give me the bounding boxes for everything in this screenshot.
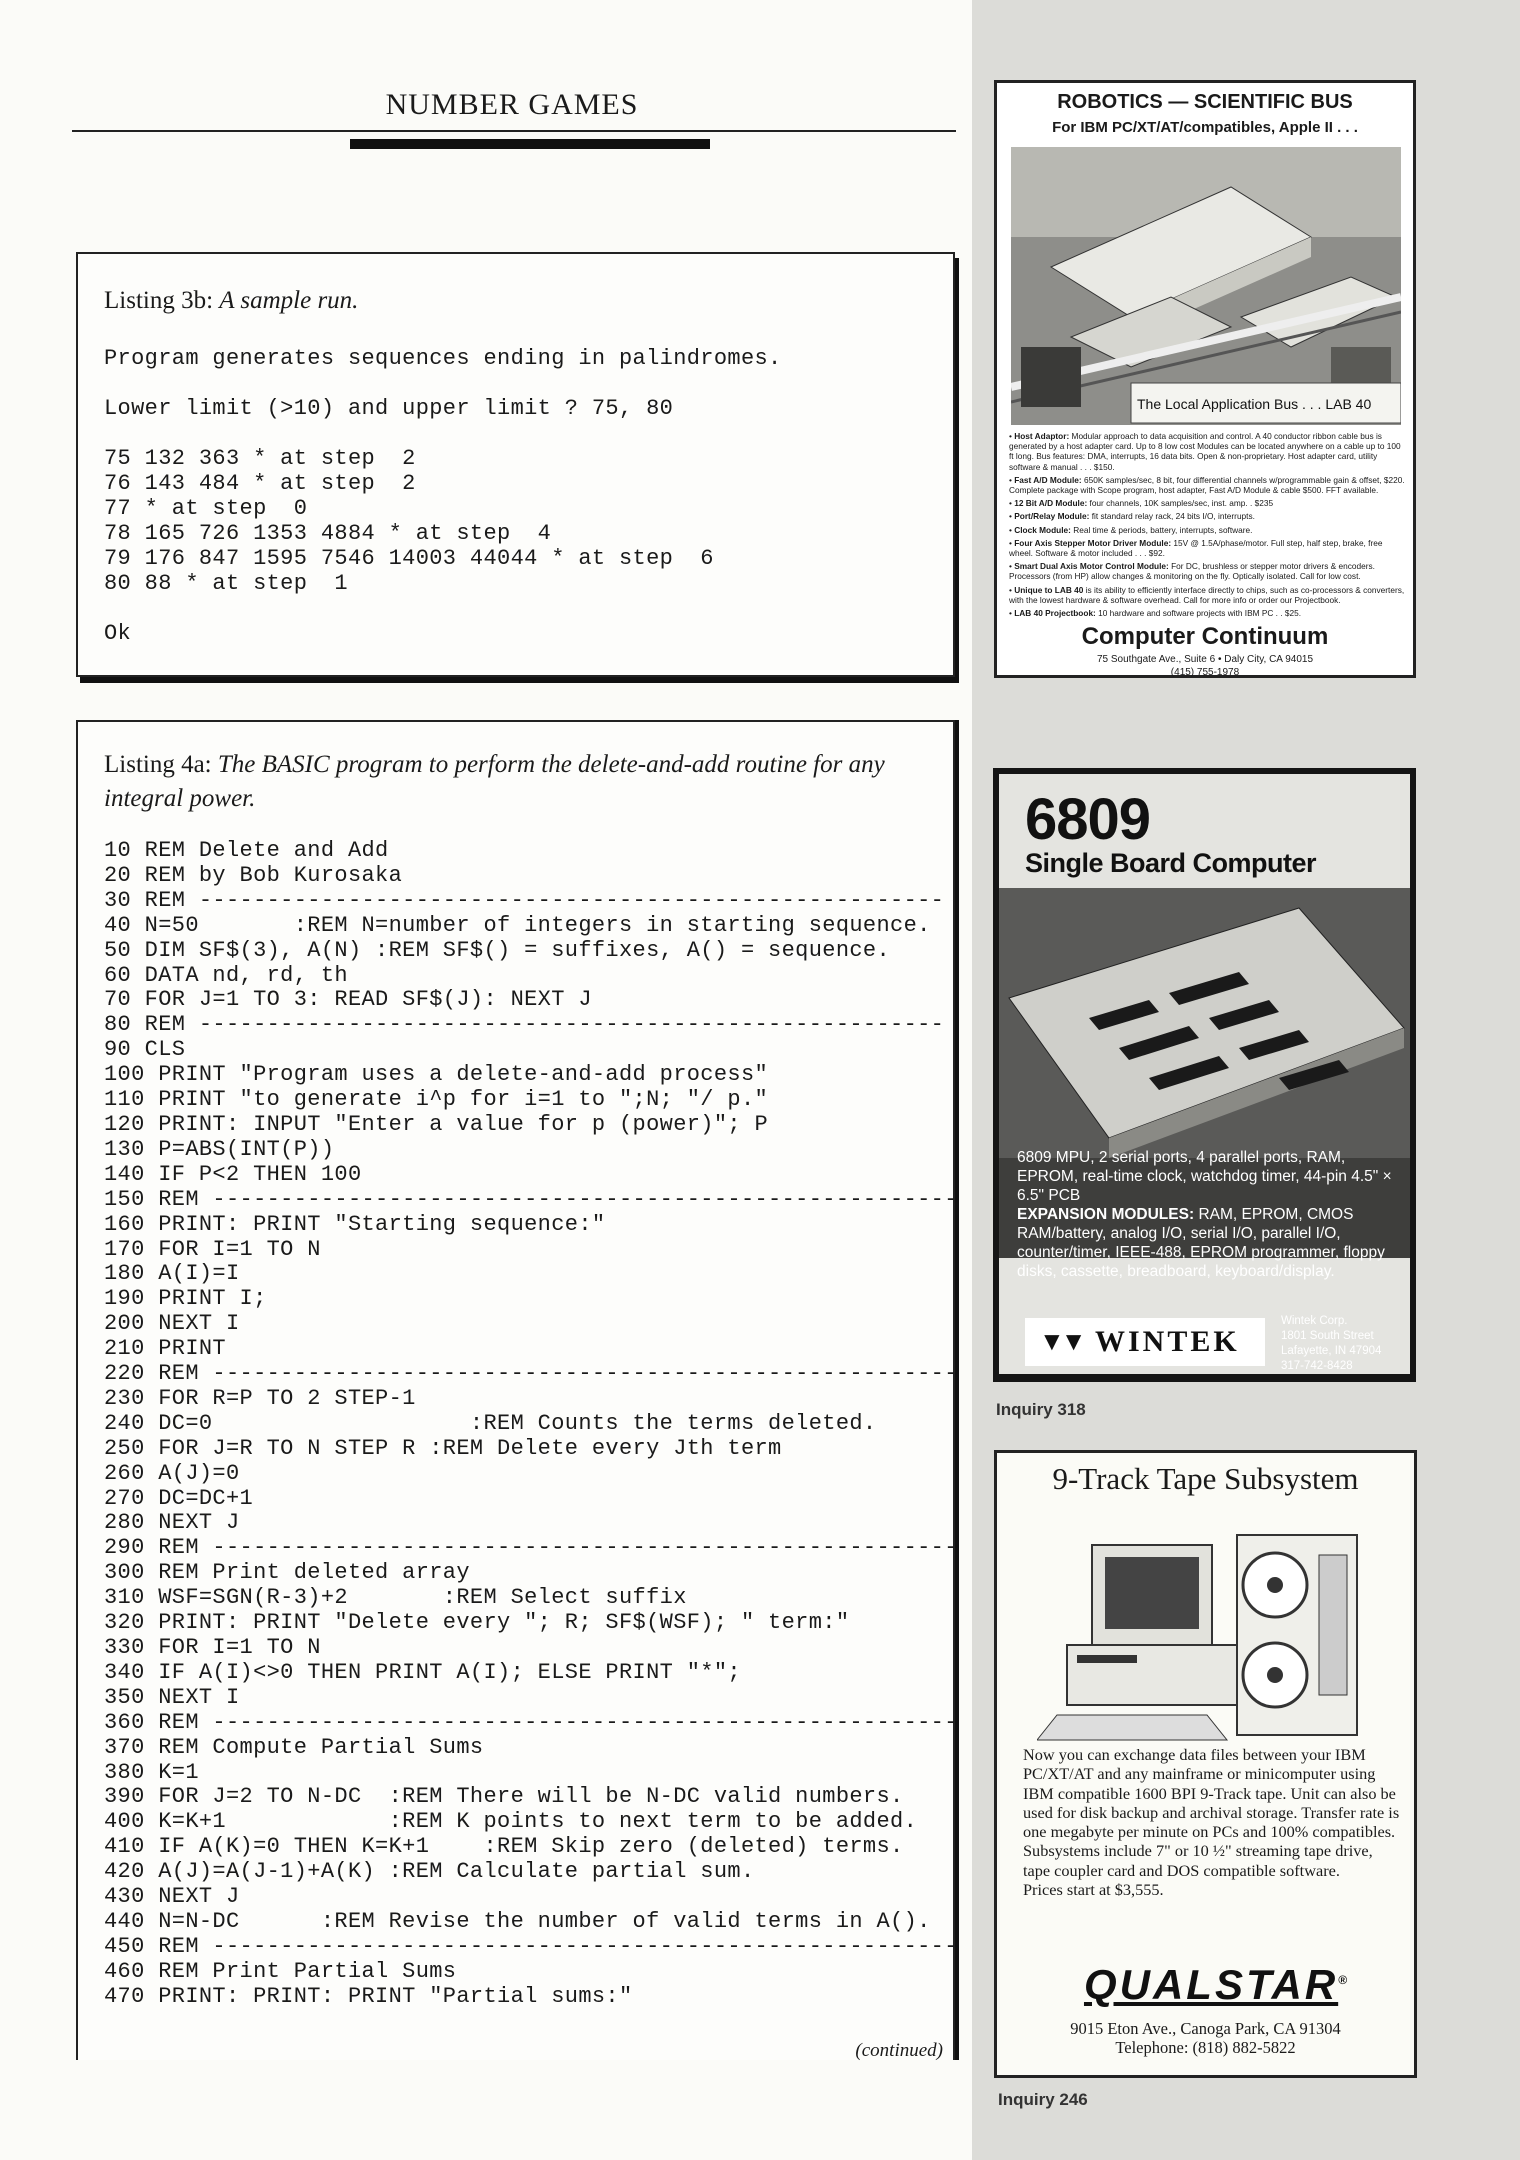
robotics-ad	[994, 80, 1416, 678]
robotics-address	[997, 653, 1413, 679]
feature-item: • Fast A/D Module: 650K samples/sec, 8 bit, four differential channels w/programmable gain & offset, $220. Complete package with Scope program, host adapter, Fast A/D Module & cable $500. FFT available.	[1009, 474, 1405, 496]
wintek-logo	[1025, 1318, 1265, 1366]
feature-item: • Four Axis Stepper Motor Driver Module: 15V @ 1.5A/phase/motor. Full step, half step, brake, free wheel. Software & motor included . . . $92.	[1009, 537, 1383, 559]
ad-6809-expansion-label: EXPANSION MODULES:	[1017, 1206, 1195, 1223]
feature-item: • Port/Relay Module: fit standard relay rack, 24 bits I/O, interrupts.	[1009, 511, 1255, 522]
address-line: 75 Southgate Ave., Suite 6 • Daly City, CA 94015	[1096, 654, 1314, 665]
header-bar	[350, 139, 710, 149]
listing-3b-box	[76, 252, 955, 677]
continued-note: (continued)	[855, 2040, 943, 2061]
qualstar-logo: QUALSTAR®	[1083, 1961, 1351, 2008]
phone-line: 317-742-8428	[1281, 1360, 1353, 1372]
page-title: NUMBER GAMES	[385, 88, 639, 121]
ad-6809-specs: 6809 MPU, 2 serial ports, 4 parallel ports, RAM, EPROM, real-time clock, watchdog timer, 44-pin 4.5" × 6.5" PCB	[1017, 1149, 1392, 1204]
listing-3b-caption-text: A sample run.	[219, 287, 359, 314]
listing-4a-box	[76, 720, 958, 2061]
listing-3b-label: Listing 3b:	[104, 287, 214, 314]
wintek-address	[1281, 1314, 1381, 1374]
feature-item: • Smart Dual Axis Motor Control Module: For DC, brushless or stepper motor drivers & encoders. Processors (from HP) allow changes & monitoring on the fly. Optically isolated. Call for low cost.	[1009, 561, 1375, 582]
feature-item: • 12 Bit A/D Module: four channels, 10K samples/sec, inst. amp. . $235	[1009, 498, 1274, 509]
feature-item: • LAB 40 Projectbook: 10 hardware and software projects with IBM PC . . $25.	[1009, 608, 1302, 619]
listing-3b-code: Program generates sequences ending in palindromes. Lower limit (>10) and upper limit ? 75, 80 75 132 363 * at step 2 76 143 484 * at step 2 77 * at step 0 78 165 726 1353 4884 * at step 4 79 176 847 1595 7546 14003 44044 * at step 6 80 88 * at step 1 Ok	[104, 346, 782, 646]
street-line: 1801 South Street	[1281, 1330, 1374, 1342]
tape-title: 9-Track Tape Subsystem	[1052, 1461, 1359, 1496]
robotics-photo	[1011, 147, 1401, 425]
robotics-subhead: For IBM PC/XT/AT/compatibles, Apple II . . .	[1052, 119, 1358, 136]
phone-line: Telephone: (818) 882-5822	[1115, 2038, 1296, 2057]
robotics-headline: ROBOTICS — SCIENTIFIC BUS	[1057, 91, 1353, 113]
wintek-mark-icon: ▼▼	[1039, 1327, 1083, 1356]
listing-3b-caption	[104, 284, 358, 318]
robotics-feature-list	[1009, 431, 1405, 621]
feature-item: • Host Adaptor: Modular approach to data acquisition and control. A 40 conductor ribbon cable bus is generated by a host adapter card. Up to 8 low cost Modules can be located anywhere on a cable up to 100 ft long. Bus features: DMA, interrupts, 16 data bits. Open & non-proprietary. Host adapter card, utility software & manual . . . $150.	[1009, 431, 1401, 472]
ad-6809-number: 6809	[1025, 787, 1151, 852]
tape-photo	[1037, 1515, 1377, 1765]
ad-6809-title: Single Board Computer	[1025, 848, 1317, 878]
tape-price: Prices start at $3,555.	[1023, 1880, 1164, 1900]
city-line: Lafayette, IN 47904	[1281, 1345, 1382, 1357]
qualstar-logo-text: QUALSTAR	[1083, 1961, 1339, 2008]
inquiry-318: Inquiry 318	[996, 1400, 1086, 1419]
tape-description: Now you can exchange data files between your IBM PC/XT/AT and any mainframe or minicomputer using IBM compatible 1600 BPI 9-Track tape. Unit can also be used for disk backup and archival storage. Transfer rate is one megabyte per minute on PCs and 100% compatibles. Subsystems include 7" or 10 ½" streaming tape drive, tape coupler card and DOS compatible software.	[1023, 1745, 1400, 1880]
wintek-logo-text: WINTEK	[1095, 1325, 1240, 1358]
listing-4a-caption	[104, 748, 924, 816]
tape-address	[997, 2019, 1414, 2057]
feature-item: • Clock Module: Real time & periods, battery, interrupts, software.	[1009, 524, 1253, 535]
ad-6809-description	[1017, 1148, 1397, 1281]
listing-4a-code: 10 REM Delete and Add 20 REM by Bob Kurosaka 30 REM ------------------------------------------------------- 40 N=50 :REM N=number of integers in starting sequence. 50 DIM SF$(3), A(N) :REM SF$() = suffixes, A() = sequence. 60 DATA nd, rd, th 70 FOR J=1 TO 3: READ SF$(J): NEXT J 80 REM ------------------------------------------------------- 90 CLS 100 PRINT "Program uses a delete-and-add process" 110 PRINT "to generate i^p for i=1 to ";N; "/ p." 120 PRINT: INPUT "Enter a value for p (power)"; P 130 P=ABS(INT(P)) 140 IF P<2 THEN 100 150 REM ------------------------------------------------------- 160 PRINT: PRINT "Starting sequence:" 170 FOR I=1 TO N 180 A(I)=I 190 PRINT I; 200 NEXT I 210 PRINT 220 REM ------------------------------------------------------- 230 FOR R=P TO 2 STEP-1 240 DC=0 :REM Counts the terms deleted. 250 FOR J=R TO N STEP R :REM Delete every Jth term 260 A(J)=0 270 DC=DC+1 280 NEXT J 290 REM ------------------------------------------------------- 300 REM Print deleted array 310 WSF=SGN(R-3)+2 :REM Select suffix 320 PRINT: PRINT "Delete every "; R; SF$(WSF); " term:" 330 FOR I=1 TO N 340 IF A(I)<>0 THEN PRINT A(I); ELSE PRINT "*"; 350 NEXT I 360 REM ------------------------------------------------------- 370 REM Compute Partial Sums 380 K=1 390 FOR J=2 TO N-DC :REM There will be N-DC valid numbers. 400 K=K+1 :REM K points to next term to be added. 410 IF A(K)=0 THEN K=K+1 :REM Skip zero (deleted) terms. 420 A(J)=A(J-1)+A(K) :REM Calculate partial sum. 430 NEXT J 440 N=N-DC :REM Revise the number of valid terms in A(). 450 REM ------------------------------------------------------- 460 REM Print Partial Sums 470 PRINT: PRINT: PRINT "Partial sums:"	[104, 838, 958, 2009]
ad-6809-expansion-list: RAM, EPROM, CMOS RAM/battery, analog I/O, serial I/O, parallel I/O, counter/timer, IEEE-488, EPROM programmer, floppy disks, cassette, breadboard, keyboard/display.	[1017, 1206, 1385, 1280]
pc-and-tape-drive-illustration	[1037, 1515, 1377, 1745]
listing-4a-caption-text: The BASIC program to perform the delete-and-add routine for any integral power.	[104, 751, 885, 812]
tape-body-text	[1023, 1745, 1403, 1899]
robotics-company: Computer Continuum	[1081, 623, 1329, 650]
inquiry-246: Inquiry 246	[998, 2090, 1088, 2109]
header-rule	[72, 130, 956, 132]
feature-item: • Unique to LAB 40 is its ability to efficiently interface directly to chips, such as co-processors & converters, with the lowest hardware & software overhead. Call for more info or order our Projectbook.	[1009, 584, 1405, 605]
address-line: 9015 Eton Ave., Canoga Park, CA 91304	[1070, 2019, 1341, 2038]
listing-4a-label: Listing 4a:	[104, 751, 212, 778]
company-line: Wintek Corp.	[1281, 1315, 1348, 1327]
lab40-hardware-illustration	[1011, 147, 1401, 425]
tape-subsystem-ad	[994, 1450, 1417, 2078]
phone-line: (415) 755-1978	[1170, 667, 1240, 678]
photo-caption: The Local Application Bus . . . LAB 40	[1137, 396, 1372, 412]
board-6809-ad	[993, 768, 1416, 1382]
